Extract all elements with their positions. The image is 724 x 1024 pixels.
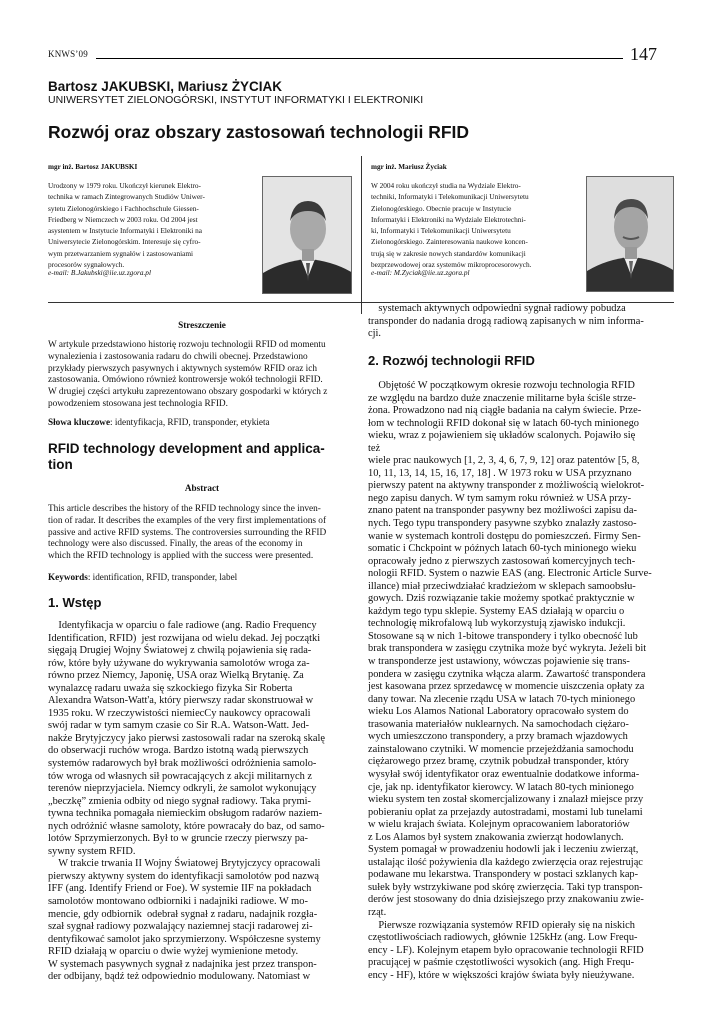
author-photo-zyciak <box>586 176 674 292</box>
text-line: trasowania materiałów nuklearnych. Na samochodach ciężaro- <box>368 718 629 730</box>
text-line: z Los Alamos był system znakowania zwierząt hodowlanych. <box>368 831 624 843</box>
text-line: sywny system RFID. <box>48 845 136 857</box>
keywords-text: : identification, RFID, transponder, label <box>87 572 238 582</box>
text-line: mencie, gdy odbiornik odebrał sygnał z radaru, nadajnik rozgła- <box>48 908 318 920</box>
text-line: częstotliwościach radiowych, głównie 125kHz (ang. Low Frequ- <box>368 932 638 944</box>
portrait-icon <box>587 177 674 292</box>
section1-continuation <box>368 303 644 341</box>
text-line: znano patent na transponder pasywny bez możliwości zapisu da- <box>368 505 637 517</box>
text-line: systemach aktywnych odpowiedni sygnał radiowy pobudza <box>368 303 626 314</box>
authors: Bartosz JAKUBSKI, Mariusz ŻYCIAK <box>48 79 283 94</box>
text-line: procesorów sygnałowych. <box>48 260 125 270</box>
text-line: swój radar w tym samym czasie co Sir R.A. Watson-Watt. Jed- <box>48 720 310 732</box>
text-line: dentyfikować samolot jako sprzymierzony. Współczesne systemy <box>48 933 321 945</box>
section1-heading: 1. Wstęp <box>48 595 102 610</box>
text-line: Zielonogórskiego. Zainteresowania naukowe koncen- <box>371 237 528 247</box>
text-line: RFID działają w oparciu o dwie wyżej wymienione metody. <box>48 946 299 958</box>
text-line: rząt. <box>368 906 387 918</box>
text-line: żona. Prowadzono nad nią ciągłe badania na całym świecie. Prze- <box>368 405 642 417</box>
text-line: Friedberg w Niemczech w 2003 roku. Od 2004 jest <box>48 214 198 224</box>
text-line: pierwszy aktywny system do identyfikacji samolotów pod nazwą <box>48 870 319 882</box>
text-line: Pierwsze rozwiązania systemów RFID opierały się na niskich <box>368 919 635 931</box>
text-line: Identyfikacja w oparciu o fale radiowe (ang. Radio Frequency <box>48 620 317 631</box>
text-line: technology were also discussed. Finally, the areas of the economy in <box>48 539 303 550</box>
text-line: W trakcie trwania II Wojny Światowej Brytyjczycy opracowali <box>48 858 321 870</box>
text-line: bezprzewodowej oraz systemów mikroprocesorowych. <box>371 260 532 270</box>
author-photo-jakubski <box>262 176 352 294</box>
text-line: tywna technika pomagała niemieckim obsługom radarów naziem- <box>48 808 323 820</box>
text-line: pracującej w paśmie częstotliwości wysokich (ang. High Frequ- <box>368 957 635 969</box>
text-line: brak transpondera w zasięgu czytnika może być wykryta. Jeżeli bit <box>368 643 647 655</box>
text-line: jest kasowana przez sprzedawcę w momencie uiszczenia opłaty za <box>368 681 645 693</box>
text-line: lotów Sprzymierzonych. Był to w gruncie rzeczy pierwszy pa- <box>48 833 308 845</box>
text-line: opracowały jedno z pierwszych zastosowań komercyjnych tech- <box>368 555 636 567</box>
text-line: nologii RFID. System o nazwie EAS (ang. Electronic Article Surve- <box>368 568 652 580</box>
text-line: systemów radarowych był brak możliwości odróżnienia samolo- <box>48 758 317 770</box>
text-line: Zielonogórskiego. Obecnie pracuje w Instytucie <box>371 203 512 213</box>
text-line: ustalając ilość pożywienia dla każdego zwierzęcia oraz rejestrując <box>368 856 643 868</box>
section2-text <box>368 380 652 982</box>
text-line: wieku, wraz z pojawieniem się układów scalonych. Pojawiło się <box>368 430 636 442</box>
portrait-icon <box>263 177 352 294</box>
text-line: nych odróżnić własne samoloty, które powracały do baz, od samo- <box>48 820 325 832</box>
english-title <box>48 441 325 472</box>
bio-right-text <box>371 180 531 270</box>
abstract-text <box>48 504 326 563</box>
text-line: Informatyki i Elektroniki na Wydziale Elektrotechni- <box>371 214 526 224</box>
text-line: równo przez Niemcy, Japonię, USA oraz Wielką Brytanię. Za <box>48 670 304 682</box>
text-line: System pomagał w prowadzeniu hodowli jak i leczeniu zwierząt, <box>368 844 639 856</box>
text-line: wynalazcę radaru uważa się szkockiego fizyka Sir Roberta <box>48 682 293 694</box>
paper-title: Rozwój oraz obszary zastosowań technologii RFID <box>48 122 470 142</box>
streszczenie-text <box>48 340 327 411</box>
text-line: IFF (ang. Identify Friend or Foe). W systemie IIF na pokładach <box>48 883 312 895</box>
keywords-label: Keywords <box>48 572 88 582</box>
text-line: rów, które były używane do wykrywania samolotów wroga za- <box>48 657 310 669</box>
text-line: szał sygnał radiowy pozwalający naziemnej stacji radarowej zi- <box>48 921 313 933</box>
text-line: każdym tego typu sklepie. Systemy EAS działają w oparciu o <box>368 605 625 617</box>
text-line: 10, 11, 13, 14, 15, 16, 17, 18] . W 1973 roku w USA przyznano <box>368 467 632 479</box>
streszczenie-heading: Streszczenie <box>178 320 226 330</box>
slowa-kluczowe-text: : identyfikacja, RFID, transponder, etykieta <box>110 417 270 427</box>
text-line: This article describes the history of the RFID technology since the inven- <box>48 504 321 514</box>
text-line: ency - HF), które w większości krajów świata były nieużywane. <box>368 969 635 981</box>
text-line: technologię mikrofalową lub wykorzystują zjawisko indukcji. <box>368 618 626 630</box>
text-line: gowych. Dziś rozwiązanie takie możemy spotkać praktycznie w <box>368 593 635 605</box>
text-line: wym przetwarzaniem sygnałów i zastosowaniami <box>48 248 194 258</box>
text-line: W artykule przedstawiono historię rozwoju technologii RFID od momentu <box>48 340 326 350</box>
bio-left-email: e-mail: B.Jakubski@iie.uz.zgora.pl <box>48 268 151 277</box>
running-title: KNWS’09 <box>48 49 88 59</box>
text-line: nakże Brytyjczycy jako pierwsi zastosowali radar na szeroką skalę <box>48 732 325 744</box>
text-line: Identification, RFID) jest rozwijana od wielu dekad. Jej początki <box>48 632 321 644</box>
abstract-heading: Abstract <box>184 483 220 493</box>
text-line: pobieraniu opłat za przejazdy autostradami, mostami lub tunelami <box>368 806 643 818</box>
affiliation: UNIWERSYTET ZIELONOGÓRSKI, INSTYTUT INFORMATYKI I ELEKTRONIKI <box>48 94 424 106</box>
text-line: nych. Tego typu transpondery pasywne szybko znalazły zastoso- <box>368 518 637 530</box>
text-line: terenów nieprzyjaciela. Niemcy odkryli, że samolot wykonujący <box>48 783 317 795</box>
text-line: wieku system ten został skomercjalizowany i znalazł miejsce przy <box>368 794 644 806</box>
text-line: wiele prac naukowych [1, 2, 3, 4, 6, 7, 9, 12] oraz patentów [5, 8, <box>368 455 640 467</box>
section2-heading: 2. Rozwój technologii RFID <box>368 353 535 368</box>
text-line: wanie w systemach kontroli dostępu do pomieszczeń. Firmy Sen- <box>368 530 641 542</box>
text-line: asystentem w Instytucie Informatyki i Elektroniki na <box>48 226 203 236</box>
text-line: przykłady pierwszych pasywnych i aktywnych systemów RFID oraz ich <box>48 363 318 374</box>
bio-left-text <box>48 180 205 270</box>
text-line: zastosowania. Omówiono również kontrowersje wokół technologii RFID. <box>48 375 323 386</box>
text-line: wieku Los Alamos National Laboratory opracowało system do <box>368 706 629 718</box>
text-line: techniki, Informatyki i Telekomunikacji Uniwersytetu <box>371 192 529 202</box>
text-line: illance) miał przeciwdziałać kradzieżom w sklepach samoobsłu- <box>368 580 636 592</box>
text-line: technika w ramach Zintegrowanych Studiów Uniwer- <box>48 192 205 202</box>
text-line: wych umieszczono transpondery, a przy bramach wjazdowych <box>368 731 628 743</box>
text-line: ki, Informatyki i Telekomunikacji Uniwersytetu <box>371 226 511 236</box>
text-line: ciężarowego przez bramę, czytnik pobudzał transponder, który <box>368 756 629 768</box>
text-line: sułek były wstrzykiwane pod skórę zwierzęcia. Taki typ transpon- <box>368 881 643 893</box>
bio-column-divider <box>361 156 362 302</box>
text-line: nego zapisu danych. W tym samym roku również w USA przy- <box>368 492 632 504</box>
bio-right-name: mgr inż. Mariusz Życiak <box>371 163 447 171</box>
text-line: trują się w zakresie nowych standardów komunikacji <box>371 248 526 258</box>
bio-right-email: e-mail: M.Zyciak@iie.uz.zgora.pl <box>371 268 470 277</box>
text-line: Stosowane są w nich 1-bitowe transpondery i tylko obecność lub <box>368 630 638 642</box>
text-line: powodzeniem stosowana jest technologia RFID. <box>48 398 228 409</box>
text-line: W systemach pasywnych sygnał z nadajnika jest przez transpon- <box>48 958 317 970</box>
text-line: passive and active RFID systems. The controversies surrounding the RFID <box>48 527 327 538</box>
text-line: sięgają Drugiej Wojny Światowej z chwilą pojawienia się rada- <box>48 645 312 657</box>
slowa-kluczowe-label: Słowa kluczowe <box>48 417 111 427</box>
column-divider <box>361 302 362 314</box>
text-line: ency - LF). Kolejnym etapem było opracowanie technologii RFID <box>368 944 644 956</box>
text-line: which the RFID technology is applied with the success were presented. <box>48 551 314 562</box>
page-number: 147 <box>630 44 657 64</box>
text-line: pierwszy patent na aktywny transponder z możliwością wielokrot- <box>368 480 645 492</box>
text-line: podawane mu lekarstwa. Transpondery w postaci szklanych kap- <box>368 869 639 881</box>
text-line: Urodzony w 1979 roku. Ukończył kierunek Elektro- <box>48 181 201 190</box>
text-line: w wielu krajach świata. Kolejnym opracowaniem laboratoriów <box>368 819 630 831</box>
bio-left-name: mgr inż. Bartosz JAKUBSKI <box>48 163 138 171</box>
text-line: w transponderze jest ustawiony, wówczas pojawienie się trans- <box>368 656 630 668</box>
text-line: 1935 roku. W rzeczywistości niemiecCy naukowcy opracowali <box>48 707 311 719</box>
text-line: pondera w zasięgu czytnika włącza alarm. Zawartość transpondera <box>368 668 646 680</box>
english-title-line2: tion <box>48 456 73 472</box>
text-line: tów wroga od własnych sił powracających z akcji militarnych z <box>48 770 313 782</box>
text-line: wynalezienia i zastosowania radaru do chwili obecnej. Przedstawiono <box>48 351 308 362</box>
text-line: W drugiej części artykułu zaprezentowano obszary gospodarki w których z <box>48 387 328 398</box>
text-line: samolotów montowano odbiorniki i nadajniki radiowe. W mo- <box>48 896 308 908</box>
header-rule <box>96 58 623 59</box>
slowa-kluczowe <box>48 417 270 427</box>
section1-text <box>48 620 325 984</box>
text-line: Objętość W początkowym okresie rozwoju technologia RFID <box>368 380 635 391</box>
text-line: też <box>368 442 381 454</box>
text-line: zainstalowano czytniki. W momencie przejeżdżania samochodu <box>368 743 634 755</box>
text-line: Alexandra Watson-Watt'a, który pierwszy radar skonstruował w <box>48 695 314 707</box>
english-title-line1: RFID technology development and applica- <box>48 441 325 456</box>
text-line: dany towar. Na zlecenie rządu USA w latach 70-tych minionego <box>368 693 636 705</box>
text-line: somatic i Chckpoint w późnych latach 60-tych minionego wieku <box>368 543 637 555</box>
text-line: derów jest stosowany do dnia dzisiejszego przy znakowaniu zwie- <box>368 894 644 906</box>
text-line: „beczkę” zmienia odbity od niego sygnał radiowy. Taka prymi- <box>48 795 311 807</box>
text-line: wysyłał swój identyfikator oraz ewentualnie dodatkowe informa- <box>368 768 640 780</box>
text-line: W 2004 roku ukończył studia na Wydziale Elektro- <box>371 181 521 190</box>
text-line: do obserwacji ruchów wroga. Bardzo istotną wadą pierwszych <box>48 745 309 757</box>
text-line: ze względu na bardzo duże znaczenie militarne była ściśle strze- <box>368 392 637 404</box>
text-line: łom w technologii RFID dokonał się w latach 60-tych minionego <box>368 417 639 429</box>
text-line: tion of radar. It describes the examples of the very first implementations of <box>48 515 327 526</box>
text-line: cje, jak np. identyfikator kierowcy. W latach 80-tych minionego <box>368 781 634 793</box>
text-line: cji. <box>368 328 381 340</box>
keywords <box>48 572 237 582</box>
text-line: der odbijany, bądź też odpowiednio modulowany. Natomiast w <box>48 971 311 983</box>
text-line: transponder do nadania drogą radiową zapisanych w nim informa- <box>368 315 644 327</box>
text-line: Uniwersytecie Zielonogórskim. Interesuje się cyfro- <box>48 237 201 247</box>
text-line: sytetu Zielonogórskiego i Fachhochschule Giessen- <box>48 203 199 213</box>
